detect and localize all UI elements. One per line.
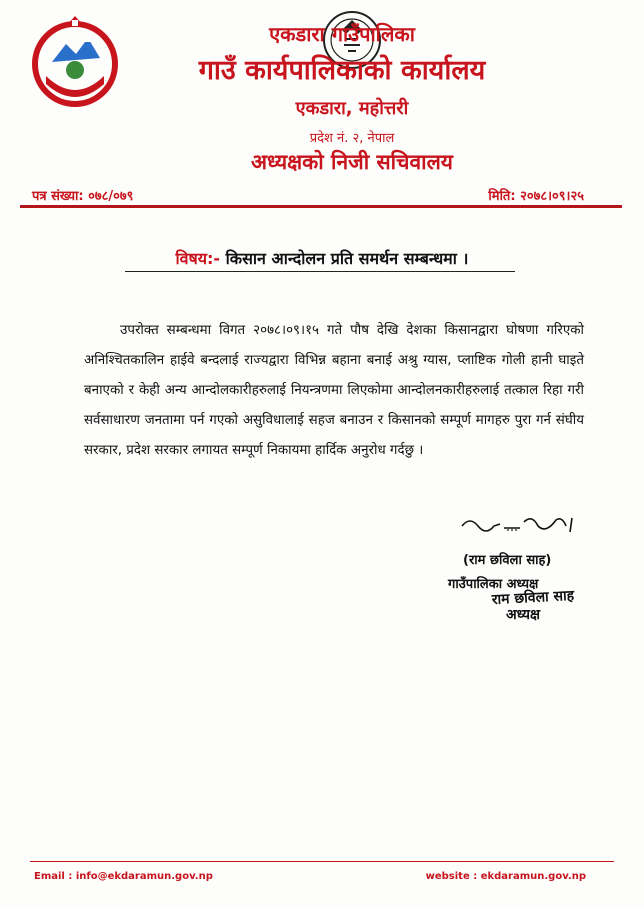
handwritten-signature [460,512,585,536]
letterhead-office: गाउँ कार्यपालिकाको कार्यालय [198,55,486,86]
subject-label: विषय:- [175,249,221,268]
stamp-title: अध्यक्ष [505,607,541,623]
letterhead-secretariat: अध्यक्षको निजी सचिवालय [251,150,453,174]
footer-divider [30,861,614,862]
letterhead-municipality: एकडारा गाउँपालिका [269,22,415,46]
footer-email: Email : info@ekdaramun.gov.np [34,871,213,882]
reference-number: पत्र संख्या: ०७८/०७९ [32,189,134,204]
letterhead-address: एकडारा, महोत्तरी [295,98,409,119]
letter-body: उपरोक्त सम्बन्धमा विगत २०७८।०९।१५ गते पौष देखि देशका किसानद्वारा घोषणा गरिएको अनिश्चितकालिन हाईवे बन्दलाई राज्यद्वारा विभिन्न बहाना बनाई अश्रु ग्यास, प्लाष्टिक गोली हानी घाइते बनाएको र केही अन्य आन्दोलकारीहरुलाई नियन्त्रणमा लिएकोमा आन्दोलनकारीहरुलाई तत्काल रिहा गरी सर्वसाधारण जनतामा पर्न गएको असुविधालाई सहज बनाउन र किसानको सम्पूर्ण मागहरु पुरा गर्न संघीय सरकार, प्रदेश सरकार लगायत सम्पूर्ण निकायमा हार्दिक अनुरोध गर्दछु । [84,323,584,458]
letterhead-province: प्रदेश नं. २, नेपाल [309,131,395,146]
subject-line [0,247,644,269]
signatory-title: गाउँपालिका अध्यक्ष [448,577,539,592]
signatory-name: (राम छविला साह) [463,553,552,568]
letter-date: मिति: २०७८।०९।२५ [488,189,584,204]
subject-underline [125,271,515,272]
stamp-name: राम छविला साह [491,587,575,609]
footer-website: website : ekdaramun.gov.np [425,871,586,882]
signatory-stamp [478,587,588,632]
header-divider [20,205,622,208]
subject-text: किसान आन्दोलन प्रति समर्थन सम्बन्धमा । [225,249,469,268]
